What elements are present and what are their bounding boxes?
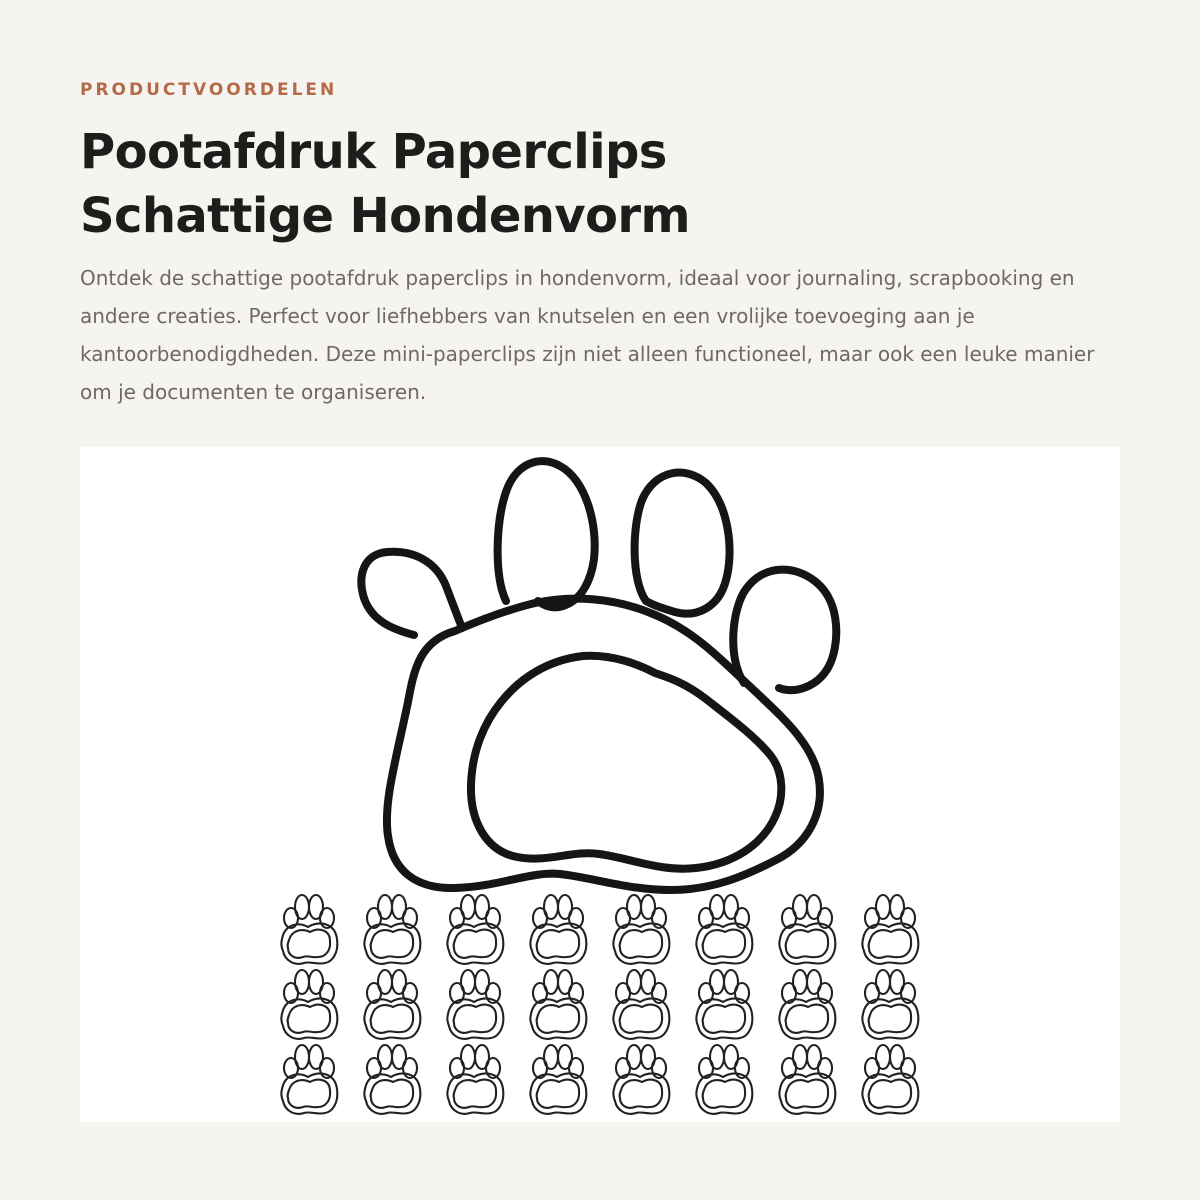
product-title (80, 120, 980, 248)
product-image (80, 447, 1120, 1122)
product-title-line-1: Pootafdruk Paperclips (80, 124, 667, 180)
small-paw-paperclip (613, 970, 669, 1039)
small-paw-paperclip (530, 895, 586, 964)
section-eyebrow: PRODUCTVOORDELEN (80, 80, 338, 100)
large-paw-toe-1 (361, 552, 462, 635)
small-paw-paperclip (364, 1045, 420, 1114)
small-paw-paperclip (530, 1045, 586, 1114)
small-paw-paperclip (281, 970, 337, 1039)
small-paw-paperclip (281, 1045, 337, 1114)
small-paw-paperclip (779, 895, 835, 964)
small-paw-paperclip (613, 1045, 669, 1114)
small-paw-paperclip (364, 895, 420, 964)
large-paw-toe-4 (733, 570, 836, 690)
small-paw-paperclip (364, 970, 420, 1039)
small-paw-paperclip (447, 1045, 503, 1114)
small-paw-paperclip (447, 970, 503, 1039)
small-paw-paperclip (447, 895, 503, 964)
small-paw-paperclip (862, 1045, 918, 1114)
small-paw-paperclip (779, 1045, 835, 1114)
product-title-line-2: Schattige Hondenvorm (80, 188, 690, 244)
small-paw-paperclip (779, 970, 835, 1039)
small-paw-paperclip (613, 895, 669, 964)
large-paw-toe-3 (635, 473, 730, 614)
small-paw-paperclip (862, 970, 918, 1039)
paw-paperclip-illustration (80, 447, 1120, 1122)
small-paw-paperclip (696, 895, 752, 964)
small-paw-paperclip (696, 1045, 752, 1114)
large-paw-toe-2 (498, 461, 595, 607)
small-paw-paperclip (281, 895, 337, 964)
small-paw-paperclip (530, 970, 586, 1039)
small-paw-paperclip (696, 970, 752, 1039)
small-paw-paperclip-grid (281, 895, 918, 1114)
large-paw-inner-loop (471, 656, 781, 869)
product-description: Ontdek de schattige pootafdruk paperclips in hondenvorm, ideaal voor journaling, scrapbooking en andere creaties. Perfect voor liefhebbers van knutselen en een vrolijke toevoeging aan je kantoorbenodigdheden. Deze mini-paperclips zijn niet alleen functioneel, maar ook een leuke manier om je documenten te organiseren. (80, 266, 1095, 404)
large-paw-paperclip (361, 461, 836, 890)
small-paw-paperclip (862, 895, 918, 964)
